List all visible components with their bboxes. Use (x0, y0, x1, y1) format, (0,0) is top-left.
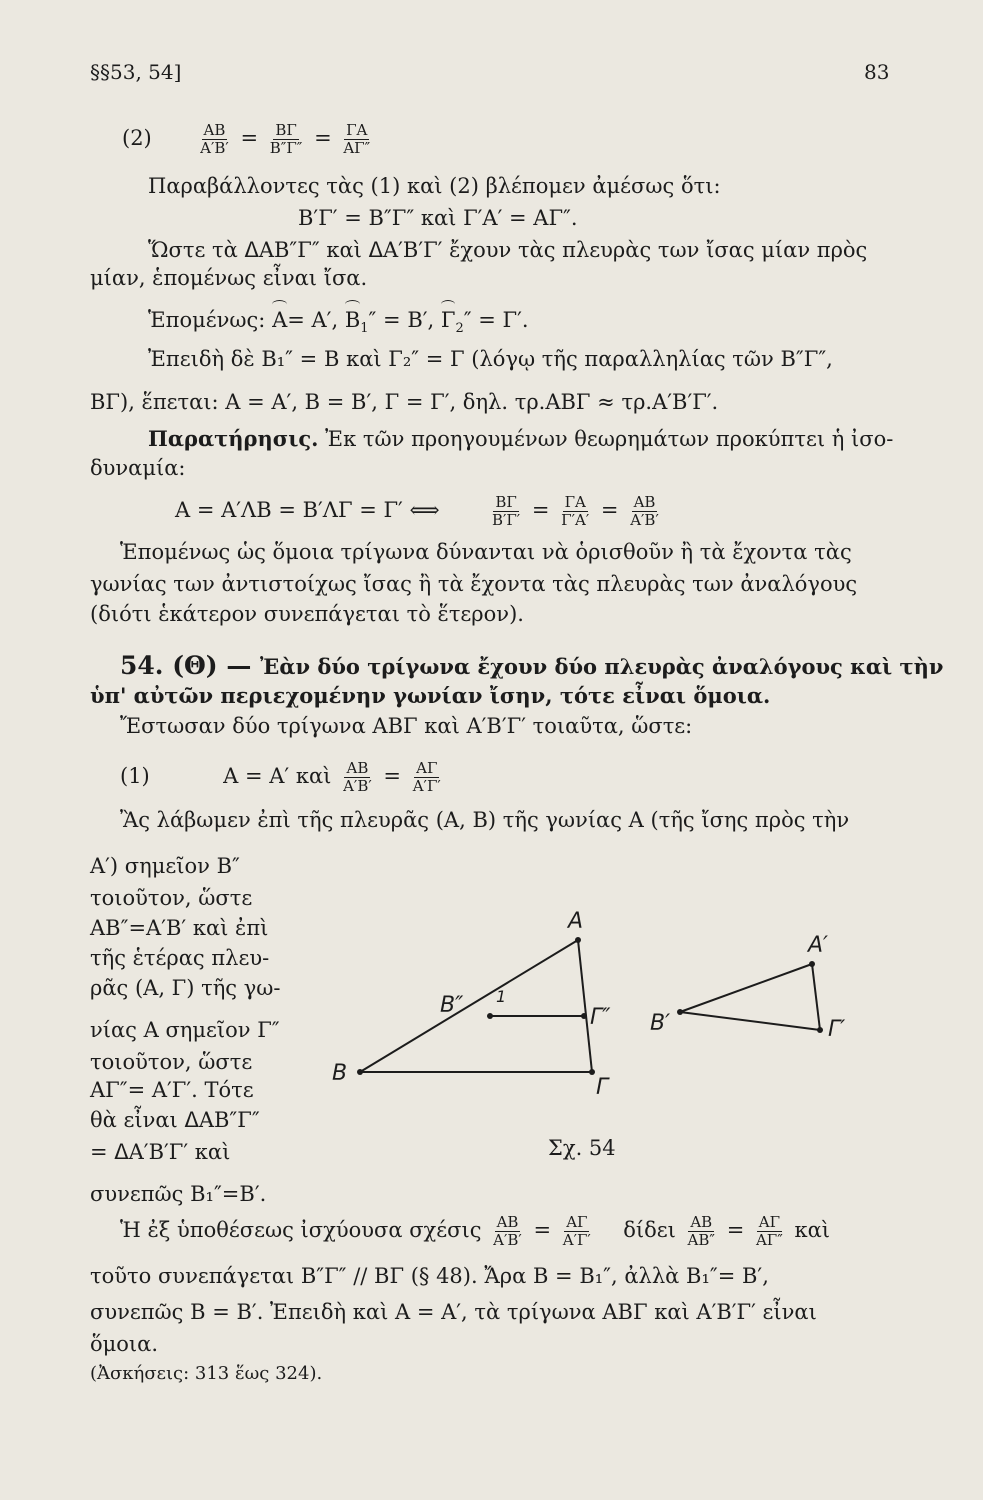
side-A1B1 (680, 964, 812, 1012)
text-line: Παρατήρησις. Ἐκ τῶν προηγουμένων θεωρημάτων προκύπτει ἡ ἰσο- (148, 426, 894, 451)
text-line: Β′Γ′ = Β″Γ″ καὶ Γ′Α′ = ΑΓ″. (298, 206, 578, 230)
text-line: γωνίας των ἀντιστοίχως ἴσας ἢ τὰ ἔχοντα τὰς πλευρὰς των ἀναλόγους (90, 572, 858, 596)
section-ref: §§53, 54] (90, 60, 182, 84)
text-line: τοιοῦτον, ὥστε (90, 886, 253, 910)
text-line: συνεπῶς Β = Β′. Ἐπειδὴ καὶ Α = Α′, τὰ τρίγωνα ΑΒΓ καὶ Α′Β′Γ′ εἶναι (90, 1300, 817, 1324)
text-line: ΑΓ″= Α′Γ′. Τότε (90, 1078, 254, 1102)
text-line: Παραβάλλοντες τὰς (1) καὶ (2) βλέπομεν ἀμέσως ὅτι: (148, 174, 721, 198)
point-A1 (809, 961, 815, 967)
text-line: νίας Α σημεῖον Γ″ (90, 1018, 280, 1042)
text-line: Ἂς λάβωμεν ἐπὶ τῆς πλευρᾶς (Α, Β) τῆς γωνίας Α (τῆς ἴσης πρὸς τὴν (120, 808, 850, 832)
text-line: (διότι ἑκάτερον συνεπάγεται τὸ ἕτερον). (90, 602, 524, 626)
theorem-statement: ὑπ' αὐτῶν περιεχομένην γωνίαν ἴσην, τότε εἶναι ὅμοια. (90, 683, 771, 708)
text-line: Ἑπομένως: Α= Α′, $B_1'' = B'$, $\Gamma_2'' = \Gamma'$. (148, 302, 529, 343)
label-B1: Β′ (650, 1011, 671, 1036)
side-A1G1 (812, 964, 820, 1030)
fraction: $\frac{AB}{AB''}$ (687, 1213, 716, 1249)
theorem-statement: 54. (Θ) — Ἐὰν δύο τρίγωνα ἔχουν δύο πλευρὰς ἀναλόγους καὶ τὴν (120, 651, 944, 680)
theorem-number: 54. (Θ) — (120, 651, 261, 680)
fraction: $\frac{AB}{A'B'}$ (493, 1213, 522, 1249)
point-A (575, 937, 581, 943)
text-line: τοιοῦτον, ὥστε (90, 1050, 253, 1074)
label-G: Γ (596, 1075, 609, 1100)
angle-hat: Β (345, 302, 360, 334)
equation-2: (2) $\frac{AB}{A'B'}$ = $\frac{B\Gamma}{B''\Gamma''}$ = $\frac{\Gamma A}{A\Gamma''}$ (122, 121, 371, 157)
angle-hat: Α (272, 302, 287, 334)
text-line: τῆς ἑτέρας πλευ- (90, 946, 270, 970)
point-B2 (487, 1013, 493, 1019)
fraction: $\frac{\Gamma A}{\Gamma'A'}$ (561, 493, 590, 529)
point-G1 (817, 1027, 823, 1033)
fraction: $\frac{AB}{A'B'}$ (630, 493, 659, 529)
text-line: Α′) σημεῖον Β″ (90, 854, 240, 878)
point-G (589, 1069, 595, 1075)
point-G2 (581, 1013, 587, 1019)
text-line: Ὥστε τὰ ᐃΑΒ″Γ″ καὶ ᐃΑ′Β′Γ′ ἔχουν τὰς πλευρὰς των ἴσας μίαν πρὸς (148, 238, 868, 262)
label-B: Β (332, 1061, 348, 1086)
text-line: ΑΒ″=Α′Β′ καὶ ἐπὶ (90, 916, 269, 940)
text-line: Ἡ ἐξ ὑποθέσεως ἰσχύουσα σχέσις $\frac{AB}{A'B'}$ = $\frac{A\Gamma}{A'\Gamma'}$ δίδει $\frac{AB}{AB''}$ = $\frac{A\Gamma}{A\Gamma''}$ καὶ (120, 1213, 831, 1249)
text-line: τοῦτο συνεπάγεται Β″Γ″ // ΒΓ (§ 48). Ἄρα Β = Β₁″, ἀλλὰ Β₁″= Β′, (90, 1264, 769, 1288)
text-line: = ᐃΑ′Β′Γ′ καὶ (90, 1140, 231, 1164)
text-line: ρᾶς (Α, Γ) τῆς γω- (90, 976, 281, 1000)
label-angle-1: 1 (496, 987, 507, 1006)
text-line: δυναμία: (90, 456, 186, 480)
label-G2: Γ″ (590, 1005, 611, 1030)
equivalence-formula: Α = Α′ΛΒ = Β′ΛΓ = Γ′ ⟺ $\frac{B\Gamma}{B'\Gamma'}$ = $\frac{\Gamma A}{\Gamma'A'}$ = $\frac{AB}{A'B'}$ (175, 493, 659, 529)
fraction: $\frac{\Gamma A}{A\Gamma''}$ (343, 121, 371, 157)
remark-heading: Παρατήρησις. (148, 426, 319, 451)
page-number: 83 (864, 60, 890, 84)
label-A1: Α′ (808, 933, 829, 958)
exercises-ref: (Ἀσκήσεις: 313 ἕως 324). (90, 1363, 323, 1384)
point-B1 (677, 1009, 683, 1015)
eq-label: (2) (122, 126, 152, 150)
label-A: Α (568, 909, 584, 934)
side-AB (360, 940, 578, 1072)
text-line: Ἔστωσαν δύο τρίγωνα ΑΒΓ καὶ Α′Β′Γ′ τοιαῦτα, ὥστε: (120, 714, 693, 738)
fraction: $\frac{B\Gamma}{B''\Gamma''}$ (269, 121, 303, 157)
fraction: $\frac{A\Gamma}{A'\Gamma'}$ (562, 1213, 591, 1249)
text-line: Ἐπειδὴ δὲ Β₁″ = Β καὶ Γ₂″ = Γ (λόγῳ τῆς παραλληλίας τῶν Β″Γ″, (148, 347, 833, 371)
text-line: ὅμοια. (90, 1332, 159, 1356)
angle-hat: Γ (441, 302, 456, 334)
text-line: θὰ εἶναι ᐃΑΒ″Γ″ (90, 1108, 260, 1132)
figure-caption: Σχ. 54 (548, 1136, 616, 1160)
label-G1: Γ′ (828, 1017, 846, 1042)
fraction: $\frac{AB}{A'B'}$ (200, 121, 229, 157)
similar-triangles-figure (320, 890, 880, 1100)
fraction: $\frac{AB}{A'B'}$ (343, 759, 372, 795)
fraction: $\frac{B\Gamma}{B'\Gamma'}$ (491, 493, 521, 529)
equation-1: (1) Α = Α′ καὶ $\frac{AB}{A'B'}$ = $\frac{A\Gamma}{A'\Gamma'}$ (120, 759, 441, 795)
text-line: ΒΓ), ἕπεται: Α = Α′, Β = Β′, Γ = Γ′, δηλ. τρ.ΑΒΓ ≈ τρ.Α′Β′Γ′. (90, 390, 719, 414)
text-line: συνεπῶς Β₁″=Β′. (90, 1182, 267, 1206)
fraction: $\frac{A\Gamma}{A'\Gamma'}$ (412, 759, 441, 795)
point-B (357, 1069, 363, 1075)
label-B2: Β″ (440, 993, 464, 1018)
text-line: μίαν, ἑπομένως εἶναι ἴσα. (90, 266, 368, 290)
fraction: $\frac{A\Gamma}{A\Gamma''}$ (755, 1213, 783, 1249)
side-B1G1 (680, 1012, 820, 1030)
text-line: Ἑπομένως ὡς ὅμοια τρίγωνα δύνανται νὰ ὁρισθοῦν ἢ τὰ ἔχοντα τὰς (120, 540, 852, 564)
